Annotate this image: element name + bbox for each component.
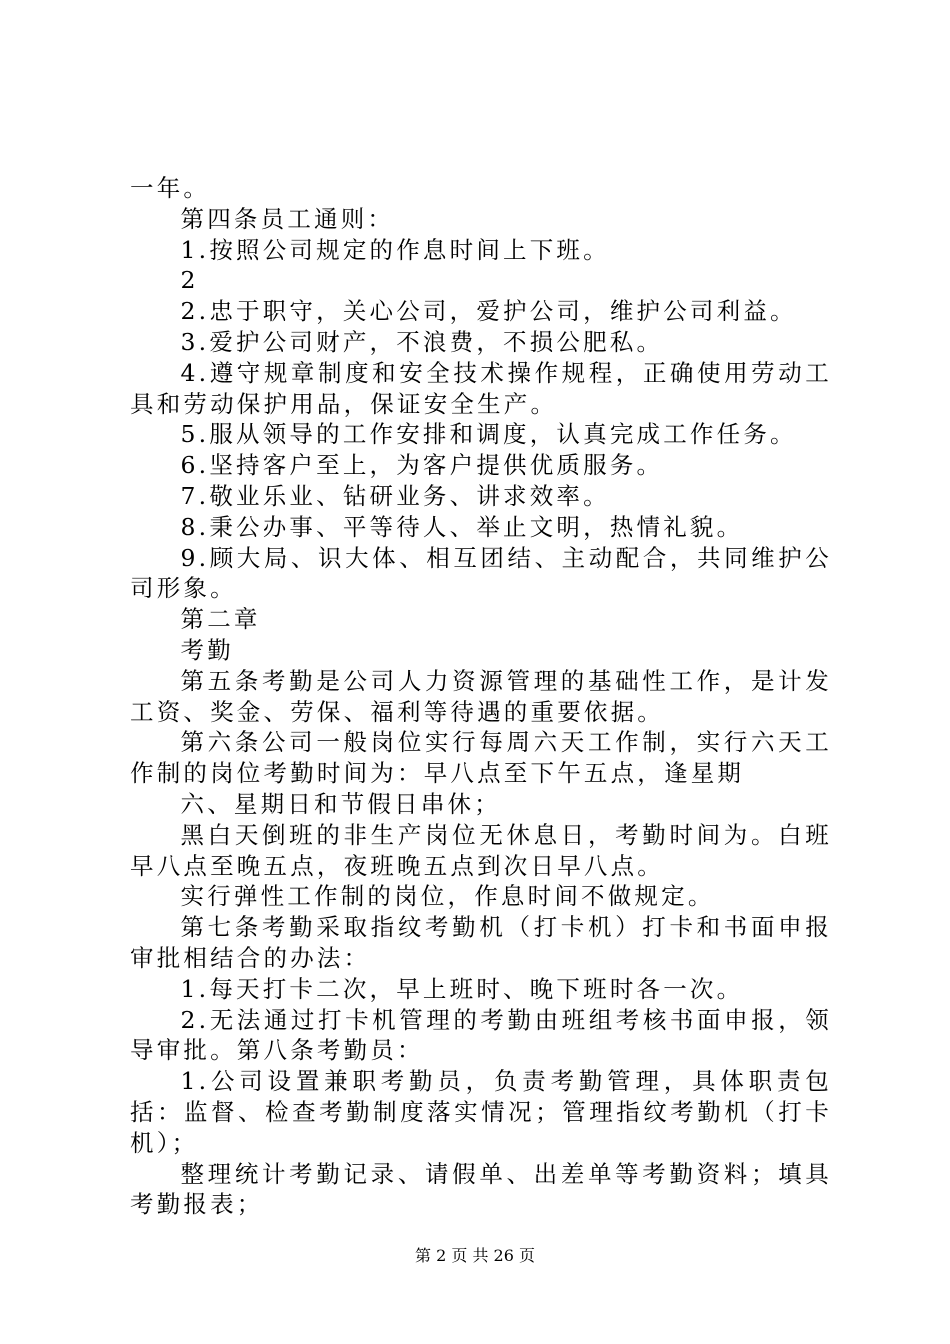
paragraph: 黑白天倒班的非生产岗位无休息日，考勤时间为。白班早八点至晚五点，夜班晚五点到次日早八点。 — [130, 820, 832, 880]
chapter-heading: 第二章 — [180, 605, 261, 634]
paragraph: 7.敬业乐业、钻研业务、讲求效率。 — [180, 481, 610, 510]
chapter-title: 考勤 — [180, 635, 234, 664]
paragraph: 实行弹性工作制的岗位，作息时间不做规定。 — [180, 882, 715, 911]
paragraph: 1.公司设置兼职考勤员，负责考勤管理，具体职责包括：监督、检查考勤制度落实情况；管理指纹考勤机（打卡机）； — [130, 1067, 832, 1157]
paragraph: 第五条考勤是公司人力资源管理的基础性工作，是计发工资、奖金、劳保、福利等待遇的重要依据。 — [130, 666, 832, 726]
paragraph: 5.服从领导的工作安排和调度，认真完成工作任务。 — [180, 420, 797, 449]
paragraph: 4.遵守规章制度和安全技术操作规程，正确使用劳动工具和劳动保护用品，保证安全生产。 — [130, 358, 832, 418]
paragraph: 3.爱护公司财产，不浪费，不损公肥私。 — [180, 327, 664, 356]
page-number-label: 第 2 页 共 26 页 — [415, 1246, 535, 1265]
paragraph: 一年。 — [130, 174, 211, 202]
paragraph: 1.按照公司规定的作息时间上下班。 — [180, 235, 610, 264]
paragraph: 第七条考勤采取指纹考勤机（打卡机）打卡和书面申报审批相结合的办法： — [130, 913, 832, 972]
paragraph: 六、星期日和节假日串休； — [180, 789, 501, 818]
document-body — [130, 173, 832, 1220]
paragraph: 整理统计考勤记录、请假单、出差单等考勤资料；填具考勤报表； — [130, 1159, 832, 1219]
paragraph: 2.忠于职守，关心公司，爱护公司，维护公司利益。 — [180, 297, 797, 326]
paragraph: 第六条公司一般岗位实行每周六天工作制，实行六天工作制的岗位考勤时间为：早八点至下午五点，逢星期 — [130, 728, 832, 788]
paragraph: 第四条员工通则： — [180, 204, 395, 233]
page-footer — [0, 1243, 950, 1266]
paragraph: 9.顾大局、识大体、相互团结、主动配合，共同维护公司形象。 — [130, 543, 832, 603]
paragraph: 8.秉公办事、平等待人、举止文明，热情礼貌。 — [180, 512, 744, 541]
paragraph: 6.坚持客户至上，为客户提供优质服务。 — [180, 451, 664, 480]
paragraph: 2 — [180, 266, 199, 295]
paragraph: 1.每天打卡二次，早上班时、晚下班时各一次。 — [180, 974, 744, 1003]
paragraph: 2.无法通过打卡机管理的考勤由班组考核书面申报，领导审批。第八条考勤员： — [130, 1005, 832, 1065]
